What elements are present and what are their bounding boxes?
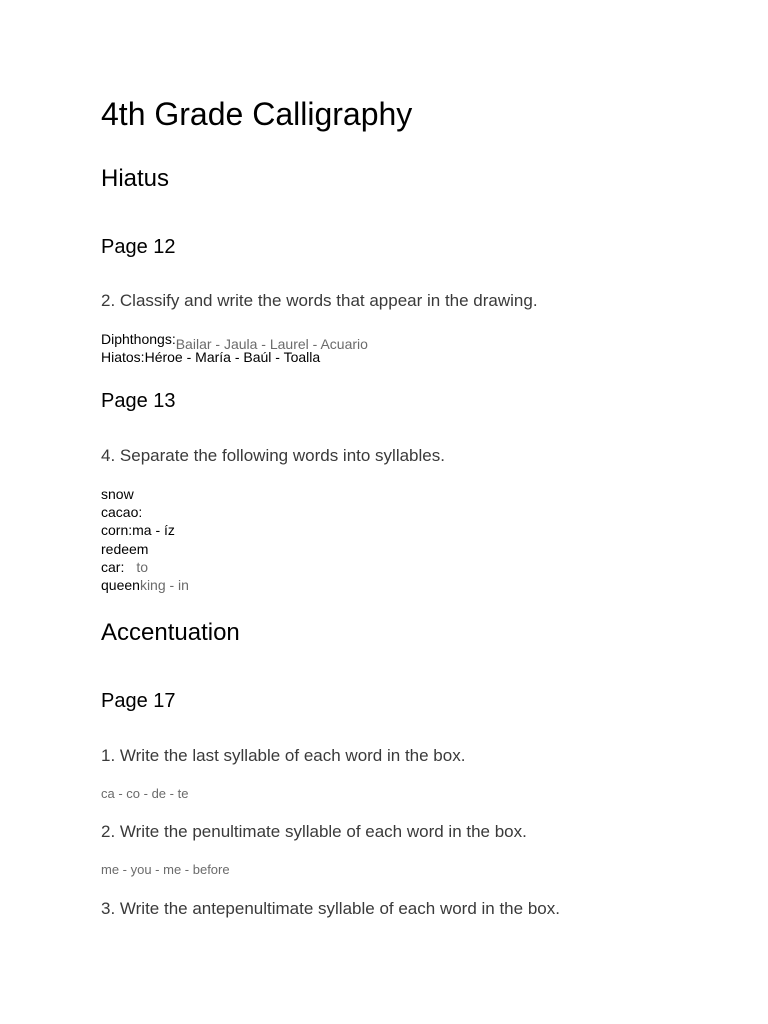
- word-label: cacao:: [101, 504, 143, 520]
- hiatos-label: Hiatos:: [101, 349, 145, 365]
- page-17-heading: Page 17: [101, 690, 176, 712]
- page-17-question-1: 1. Write the last syllable of each word in the box.: [101, 746, 466, 765]
- diphthongs-line: [101, 330, 368, 352]
- word-answer: to: [136, 559, 149, 575]
- page-12-question: 2. Classify and write the words that appear in the drawing.: [101, 291, 538, 310]
- word-row-corn: [101, 521, 175, 539]
- word-answer: ma - íz: [132, 522, 175, 538]
- page-17-question-3: 3. Write the antepenultimate syllable of each word in the box.: [101, 899, 560, 918]
- section-heading-accentuation: Accentuation: [101, 619, 240, 646]
- diphthongs-answer: Bailar - Jaula - Laurel - Acuario: [175, 336, 368, 352]
- word-row-snow: [101, 485, 134, 503]
- page-17-answer-1: ca - co - de - te: [101, 786, 189, 801]
- diphthongs-label: Diphthongs:: [101, 331, 176, 347]
- word-row-queen: [101, 576, 189, 594]
- page-12-heading: Page 12: [101, 236, 176, 258]
- page-13-heading: Page 13: [101, 390, 176, 412]
- hiatos-line: [101, 348, 320, 366]
- word-row-car: [101, 558, 148, 576]
- section-heading-hiatus: Hiatus: [101, 165, 170, 192]
- word-row-cacao: [101, 503, 142, 521]
- word-label: snow: [101, 486, 134, 502]
- document-title: 4th Grade Calligraphy: [101, 96, 413, 132]
- page-13-question: 4. Separate the following words into syllables.: [101, 446, 445, 465]
- page-17-question-2: 2. Write the penultimate syllable of each word in the box.: [101, 822, 527, 841]
- word-answer: king - in: [139, 577, 189, 593]
- word-label: corn:: [101, 522, 133, 538]
- word-label: redeem: [101, 541, 149, 557]
- page-17-answer-2: me - you - me - before: [101, 862, 230, 877]
- word-label: queen: [101, 577, 140, 593]
- hiatos-answer: Héroe - María - Baúl - Toalla: [144, 349, 321, 365]
- word-row-redeem: [101, 540, 148, 558]
- word-label: car:: [101, 559, 125, 575]
